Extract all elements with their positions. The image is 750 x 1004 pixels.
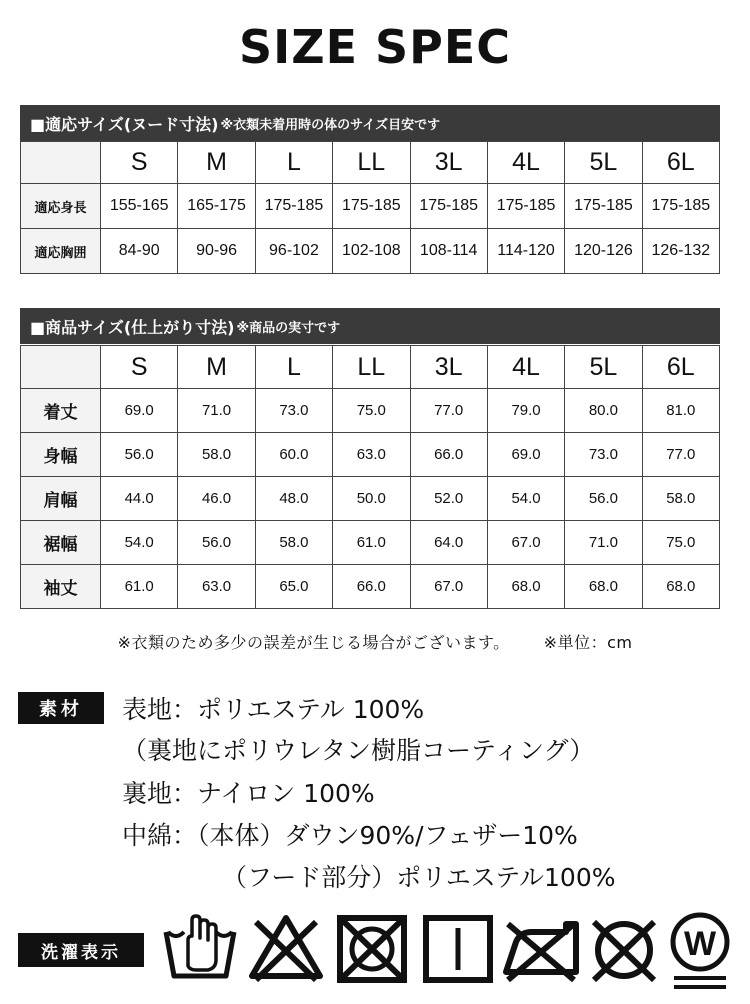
table-cell: 56.0 (178, 521, 255, 565)
size-header-row (21, 142, 720, 184)
size-ll: LL (333, 142, 410, 184)
fit-size-table (20, 141, 720, 274)
table-cell: 67.0 (410, 565, 487, 609)
table-cell: 175-185 (565, 184, 642, 229)
table-row (21, 184, 720, 229)
table-cell: 81.0 (642, 389, 719, 433)
unit-note: ※単位：cm (543, 633, 633, 652)
table-cell: 175-185 (642, 184, 719, 229)
size-m: M (178, 142, 255, 184)
table-cell: 64.0 (410, 521, 487, 565)
table-cell: 69.0 (101, 389, 178, 433)
material-filling: 中綿：（本体）ダウン90%/フェザー10% (122, 821, 578, 850)
table-row (21, 433, 720, 477)
size-ll: LL (333, 346, 410, 389)
material-badge: 素材 (18, 692, 104, 724)
table-cell: 175-185 (255, 184, 332, 229)
size-5l: 5L (565, 142, 642, 184)
no-bleach-icon (248, 910, 324, 986)
table-cell: 66.0 (333, 565, 410, 609)
row-label-length: 着丈 (21, 389, 101, 433)
table-cell: 77.0 (410, 389, 487, 433)
table-cell: 73.0 (565, 433, 642, 477)
fit-table-header (20, 105, 720, 141)
error-note: ※衣類のため多少の誤差が生じる場合がございます。 (117, 633, 510, 652)
table-cell: 90-96 (178, 229, 255, 274)
row-label-shoulder: 肩幅 (21, 477, 101, 521)
table-cell: 75.0 (642, 521, 719, 565)
table-cell: 58.0 (255, 521, 332, 565)
iron-low-icon (500, 910, 582, 986)
table-cell: 58.0 (178, 433, 255, 477)
size-3l: 3L (410, 346, 487, 389)
table-cell: 61.0 (333, 521, 410, 565)
table-cell: 68.0 (642, 565, 719, 609)
table-cell: 155-165 (101, 184, 178, 229)
wet-clean-letter: W (683, 925, 717, 963)
material-lining: 裏地：ナイロン 100% (122, 779, 375, 808)
row-label-body-width: 身幅 (21, 433, 101, 477)
table-cell: 68.0 (487, 565, 564, 609)
table-corner-cell (21, 142, 101, 184)
wet-clean-icon (668, 910, 732, 992)
table-cell: 69.0 (487, 433, 564, 477)
table-cell: 75.0 (333, 389, 410, 433)
table-row (21, 389, 720, 433)
table-cell: 54.0 (487, 477, 564, 521)
table-cell: 65.0 (255, 565, 332, 609)
table-cell: 126-132 (642, 229, 719, 274)
row-label-chest: 適応胸囲 (21, 229, 101, 274)
table-cell: 71.0 (565, 521, 642, 565)
size-4l: 4L (487, 346, 564, 389)
table-cell: 175-185 (333, 184, 410, 229)
table-cell: 66.0 (410, 433, 487, 477)
table-cell: 44.0 (101, 477, 178, 521)
table-row (21, 477, 720, 521)
table-cell: 73.0 (255, 389, 332, 433)
page-title: SIZE SPEC (238, 20, 512, 74)
table-cell: 48.0 (255, 477, 332, 521)
table-cell: 46.0 (178, 477, 255, 521)
product-table-header-main: ■商品サイズ(仕上がり寸法) (30, 317, 235, 337)
table-cell: 67.0 (487, 521, 564, 565)
product-table-header-sub: ※商品の実寸です (236, 320, 341, 336)
size-6l: 6L (642, 142, 719, 184)
size-6l: 6L (642, 346, 719, 389)
table-cell: 108-114 (410, 229, 487, 274)
table-cell: 54.0 (101, 521, 178, 565)
size-s: S (101, 142, 178, 184)
table-cell: 50.0 (333, 477, 410, 521)
table-cell: 61.0 (101, 565, 178, 609)
table-row (21, 565, 720, 609)
table-cell: 79.0 (487, 389, 564, 433)
size-l: L (255, 346, 332, 389)
table-cell: 175-185 (487, 184, 564, 229)
size-5l: 5L (565, 346, 642, 389)
product-table-header (20, 308, 720, 344)
fit-table-header-main: ■適応サイズ(ヌード寸法) (30, 114, 219, 134)
wash-label-badge: 洗濯表示 (18, 933, 144, 967)
table-cell: 52.0 (410, 477, 487, 521)
material-outer: 表地：ポリエステル 100% (122, 695, 425, 724)
material-filling-hood: （フード部分）ポリエステル100% (222, 863, 616, 892)
size-header-row (21, 346, 720, 389)
no-tumble-dry-icon (334, 910, 410, 986)
table-corner-cell (21, 346, 101, 389)
line-dry-icon (420, 910, 496, 986)
table-cell: 71.0 (178, 389, 255, 433)
table-cell: 114-120 (487, 229, 564, 274)
material-coating: （裏地にポリウレタン樹脂コーティング） (122, 736, 595, 765)
hand-wash-icon (162, 910, 238, 986)
no-dry-clean-icon (586, 910, 662, 986)
size-4l: 4L (487, 142, 564, 184)
table-cell: 80.0 (565, 389, 642, 433)
product-size-table (20, 345, 720, 609)
fit-table-header-sub: ※衣類未着用時の体のサイズ目安です (220, 117, 441, 133)
table-cell: 175-185 (410, 184, 487, 229)
row-label-sleeve: 袖丈 (21, 565, 101, 609)
table-cell: 96-102 (255, 229, 332, 274)
size-s: S (101, 346, 178, 389)
table-cell: 63.0 (333, 433, 410, 477)
row-label-hem: 裾幅 (21, 521, 101, 565)
table-cell: 56.0 (101, 433, 178, 477)
table-row (21, 229, 720, 274)
table-cell: 68.0 (565, 565, 642, 609)
table-cell: 58.0 (642, 477, 719, 521)
row-label-height: 適応身長 (21, 184, 101, 229)
table-cell: 56.0 (565, 477, 642, 521)
size-l: L (255, 142, 332, 184)
size-m: M (178, 346, 255, 389)
notes (0, 630, 750, 653)
table-cell: 63.0 (178, 565, 255, 609)
table-cell: 84-90 (101, 229, 178, 274)
table-cell: 165-175 (178, 184, 255, 229)
table-row (21, 521, 720, 565)
table-cell: 120-126 (565, 229, 642, 274)
table-cell: 77.0 (642, 433, 719, 477)
size-3l: 3L (410, 142, 487, 184)
table-cell: 102-108 (333, 229, 410, 274)
table-cell: 60.0 (255, 433, 332, 477)
